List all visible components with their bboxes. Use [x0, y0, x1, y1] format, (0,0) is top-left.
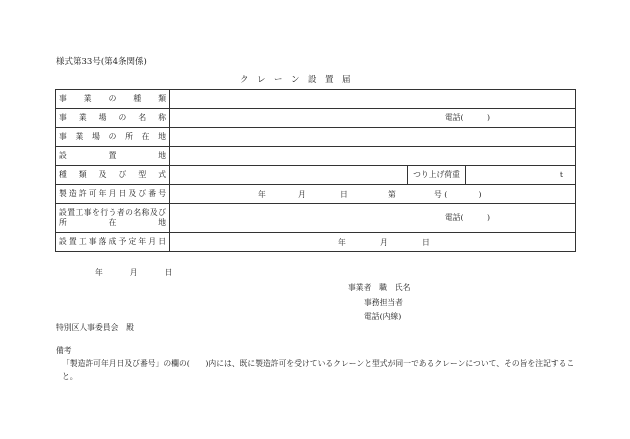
field-contractor[interactable]	[170, 204, 576, 233]
submit-day: 日	[164, 268, 173, 277]
permit-no-prefix: 第	[388, 190, 396, 199]
submit-year: 年	[95, 268, 103, 277]
remarks-title: 備考	[56, 346, 72, 355]
row-workplace-name	[56, 109, 576, 128]
form-id: 様式第33号(第4条関係)	[56, 57, 147, 67]
field-workplace-name[interactable]	[170, 109, 576, 128]
applicant-block	[330, 281, 410, 325]
permit-no-suffix: 号 ( )	[434, 190, 482, 199]
submit-date	[95, 267, 172, 278]
submit-month: 月	[129, 268, 138, 277]
form-table	[55, 89, 576, 252]
phone-note: 電話( )	[444, 113, 491, 123]
field-type-model[interactable]	[170, 166, 408, 185]
addressee: 特別区人事委員会 殿	[56, 323, 134, 332]
field-completion[interactable]	[170, 233, 576, 252]
form-title: ク レ ー ン 設 置 届	[240, 75, 351, 85]
contractor-phone-note: 電話( )	[444, 213, 491, 223]
row-installation-site	[56, 147, 576, 166]
permit-year: 年	[258, 190, 266, 199]
field-business-type[interactable]	[170, 90, 576, 109]
label-workplace-name: 事業場の名称	[56, 109, 170, 128]
row-permit	[56, 185, 576, 204]
completion-day: 日	[422, 238, 430, 247]
completion-year: 年	[338, 238, 346, 247]
applicant-staff-line: 事務担当者	[364, 297, 403, 307]
field-workplace-address[interactable]	[170, 128, 576, 147]
label-installation-site: 設置地	[56, 147, 170, 166]
row-business-type	[56, 90, 576, 109]
unit-ton: t	[559, 170, 564, 180]
label-completion: 設置工事落成予定年月日	[56, 233, 170, 252]
field-lifting-load[interactable]	[466, 166, 576, 185]
label-contractor	[56, 204, 170, 233]
label-contractor-line2: 所 在 地	[59, 218, 166, 227]
label-workplace-address: 事業場の所在地	[56, 128, 170, 147]
permit-month: 月	[298, 190, 306, 199]
remarks-body: 「製造許可年月日及び番号」の欄の( )内には、既に製造許可を受けているクレーンと型式が同一であるクレーンについて、その旨を注記すること。	[62, 359, 575, 381]
row-type-model	[56, 166, 576, 185]
label-permit: 製造許可年月日及び番号	[56, 185, 170, 204]
field-installation-site[interactable]	[170, 147, 576, 166]
applicant-phone-line: 電話(内線)	[364, 312, 402, 321]
applicant-name-line: 事業者 職 氏名	[348, 283, 411, 292]
label-lifting-load: つり上げ荷重	[408, 166, 466, 185]
field-permit[interactable]	[170, 185, 576, 204]
completion-month: 月	[380, 238, 388, 247]
label-type-model: 種類及び型式	[56, 166, 170, 185]
label-business-type: 事業の種類	[56, 90, 170, 109]
label-contractor-line1: 設置工事を行う者の名称及び	[59, 208, 166, 218]
row-workplace-address	[56, 128, 576, 147]
permit-day: 日	[340, 190, 348, 199]
row-completion	[56, 233, 576, 252]
row-contractor	[56, 204, 576, 233]
